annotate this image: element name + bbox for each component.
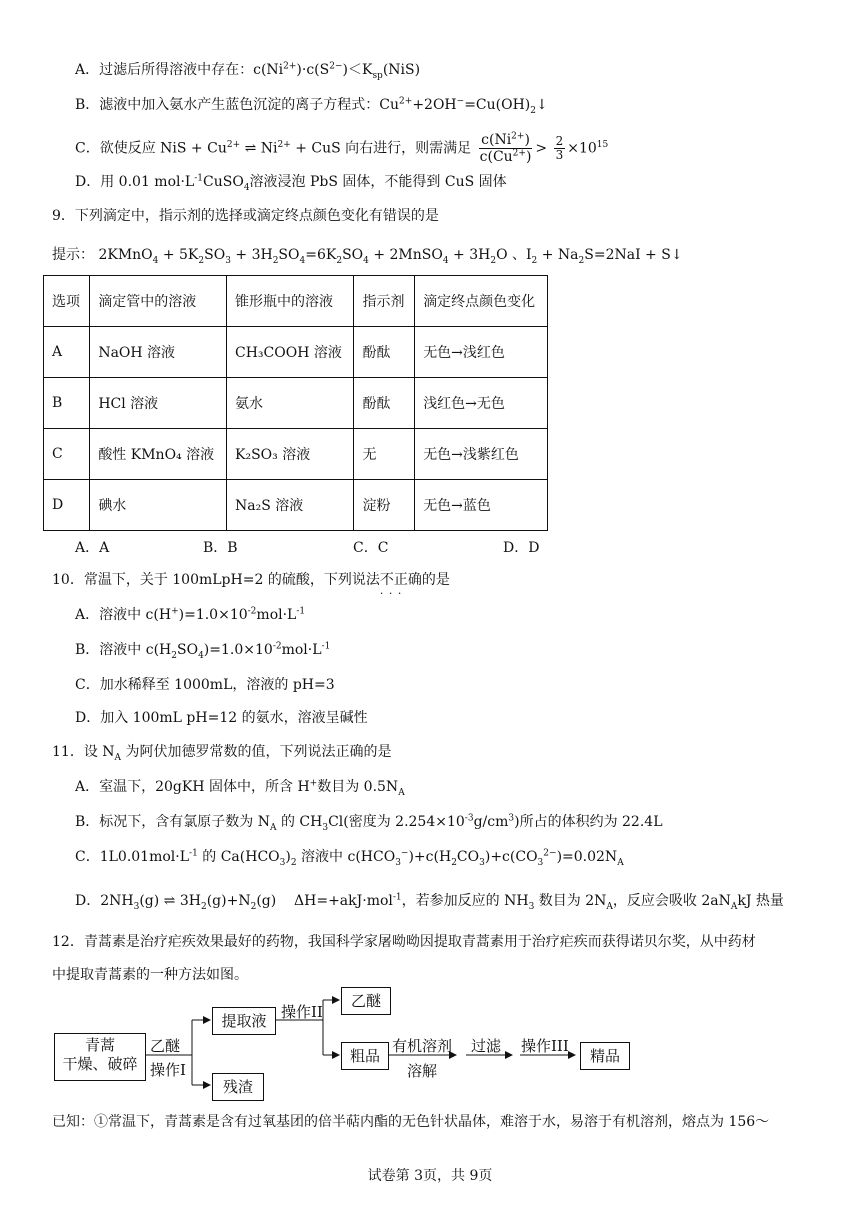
table-cell: C [44,429,90,480]
q9-stem: 9．下列滴定中，指示剂的选择或滴定终点颜色变化有错误的是 [52,208,439,224]
flow-box-residue: 残渣 [212,1073,264,1101]
emphasis-dots: 不正确 · · · [380,572,422,588]
q8-option-c: C．欲使反应 NiS + $Cu^{2+}$ ⇌ $Ni^{2+}$ + CuS 向右进行，则需满足 $\frac{c(Ni^{2+})}{c(Cu^{2+})}$ > $\frac{2}{3}$ $\times 10^{15}$ [75,131,609,165]
extraction-flowchart [0,985,860,1095]
table-cell: 无色→蓝色 [415,480,548,531]
flow-box-ether: 乙醚 [341,987,391,1015]
q11-option-c: C．$1L0.01mol\cdot L^{-1}$ 的 $Ca(HCO_3)_2$ 溶液中 $c(HCO_3^-)+c(H_2CO_3)+c(CO_3^{2-})=0.02N_A$ [75,848,624,868]
table-cell: 无 [354,429,415,480]
q10-option-b: B．溶液中 $c(H_2SO_4)=1.0\times 10^{-2}mol\cdot L^{-1}$ [75,641,331,661]
op2-label: 操作II [281,1003,323,1021]
table-row [44,480,548,531]
header-cell: 指示剂 [354,276,415,327]
q8-option-a: A．过滤后所得溶液中存在：$c(Ni^{2+})\cdot c(S^{2-})<K_{sp}(NiS)$ [75,61,421,81]
header-cell: 滴定管中的溶液 [90,276,227,327]
q10-option-d: D．加入 100mL pH=12 的氨水，溶液呈碱性 [75,710,368,726]
table-cell: 无色→浅红色 [415,327,548,378]
q10-stem: 10．常温下，关于 100mLpH=2 的硫酸，下列说法不正确 · · ·的是 [52,570,450,590]
table-cell: 浅红色→无色 [415,378,548,429]
table-cell: 酚酞 [354,378,415,429]
raw-material-treatment-label: 干燥、破碎 [62,1055,138,1073]
q12-known-conditions: 已知：①常温下，青蒿素是含有过氧基团的倍半萜内酯的无色针状晶体，难溶于水，易溶于有机溶剂，熔点为 156～ [52,1114,770,1130]
filter-label: 过滤 [471,1037,502,1055]
q10-option-c: C．加水稀释至 1000mL，溶液的 pH=3 [75,677,335,693]
header-cell: 锥形瓶中的溶液 [227,276,354,327]
table-cell: B [44,378,90,429]
table-cell: NaOH 溶液 [90,327,227,378]
q12-stem-line1: 12．青蒿素是治疗疟疾效果最好的药物，我国科学家屠呦呦因提取青蒿素用于治疗疟疾而获得诺贝尔奖，从中药材 [52,934,756,950]
reversible-arrow-icon: ⇌ [244,140,257,157]
flow-box-product: 精品 [580,1042,630,1070]
flow-box-extract: 提取液 [212,1007,276,1035]
table-cell: 酸性 KMnO₄ 溶液 [90,429,227,480]
dissolve-solvent-label: 有机溶剂 [392,1037,453,1055]
q11-option-b: B．标况下，含有氯原子数为 $N_A$ 的 $CH_3Cl$(密度为 $2.254\times 10^{-3}g/cm^3$)所占的体积约为 22.4L [75,813,663,833]
table-cell: 氨水 [227,378,354,429]
table-cell: K₂SO₃ 溶液 [227,429,354,480]
q10-option-a: A．溶液中 $c(H^+)=1.0\times 10^{-2}mol\cdot L^{-1}$ [75,606,306,623]
q9-hint: 提示： 2KMnO$_4$ + $5K_2SO_3 + 3H_2SO_4=6K_2SO_4$ + 2MnSO$_4$ + $3H_2O$ 、$I_2 + Na_2S=2NaI$ + S↓ [52,247,683,266]
op3-label: 操作III [521,1037,569,1055]
table-cell: 酚酞 [354,327,415,378]
table-cell: 淀粉 [354,480,415,531]
table-cell: HCl 溶液 [90,378,227,429]
q11-option-a: A．室温下，20gKH 固体中，所含 H+数目为 $0.5N_A$ [75,778,405,798]
q8-option-d: D．用 0.01 $mol\cdot L^{-1}CuSO_4$溶液浸泡 PbS 固体，不能得到 CuS 固体 [75,173,507,193]
op1-solvent-label: 乙醚 [150,1037,181,1055]
header-cell: 滴定终点颜色变化 [415,276,548,327]
table-cell: Na₂S 溶液 [227,480,354,531]
fraction-two-thirds: $\frac{2}{3}$ [555,134,564,162]
table-row [44,378,548,429]
page-footer: 试卷第 3页，共 9页 [367,1168,493,1184]
table-cell: A [44,327,90,378]
choice-c: C．C [353,540,389,556]
q11-stem: 11．设 $N_A$ 为阿伏加德罗常数的值，下列说法正确的是 [52,744,392,763]
choice-b: B．B [203,540,238,556]
dissolve-label: 溶解 [407,1062,438,1080]
table-header-row [44,276,548,327]
table-row [44,327,548,378]
table-cell: CH₃COOH 溶液 [227,327,354,378]
table-row [44,429,548,480]
q12-stem-line2: 中提取青蒿素的一种方法如图。 [52,967,248,983]
header-cell: 选项 [44,276,90,327]
flow-box-crude: 粗品 [341,1042,389,1070]
q8-option-b: B．滤液中加入氨水产生蓝色沉淀的离子方程式：$Cu^{2+}+2OH^-=Cu(OH)_2↓$ [75,96,548,116]
titration-table [43,275,548,531]
table-cell: 碘水 [90,480,227,531]
choice-d: D．D [503,540,540,556]
op1-label: 操作I [150,1061,186,1079]
flow-box-raw-material [54,1033,146,1081]
reversible-arrow-icon: ⇌ [163,893,176,909]
table-cell: 无色→浅紫红色 [415,429,548,480]
raw-material-label: 青蒿 [84,1036,115,1054]
table-cell: D [44,480,90,531]
concentration-ratio: $\frac{c(Ni^{2+})}{c(Cu^{2+})}$ [479,131,532,165]
choice-a: A．A [75,540,110,556]
q11-option-d: D．$2NH_3(g)$ ⇌ $3H_2(g)+N_2(g)$ ΔH=+akJ·mol$^{-1}$，若参加反应的 $NH_3$ 数目为 $2N_A$，反应会吸收 $2aN_AkJ$ 热量 [75,892,784,912]
